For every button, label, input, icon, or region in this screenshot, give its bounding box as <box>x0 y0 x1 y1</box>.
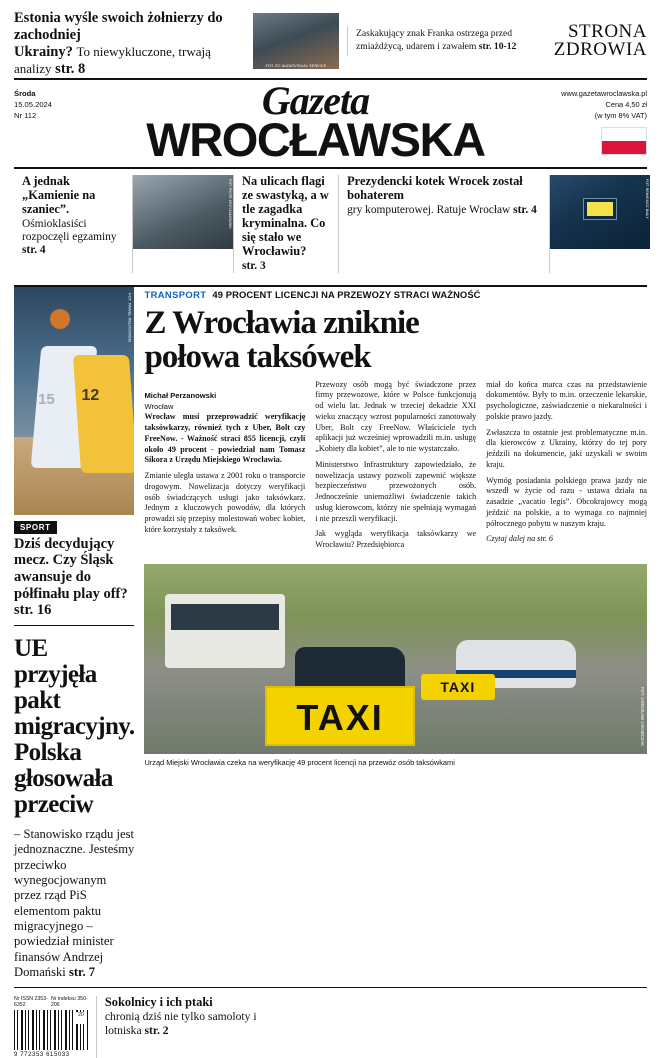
article-paragraph: Zmianie uległa ustawa z 2001 roku o transporcie drogowym. Nowelizacja dotyczy weryfikacji osób świadczących usługi jako taksówkarz. Jednym z kluczowych powodów, dla których prowadzi się przepisy molestowań wobec kobiet, które korzystały z taksówek. <box>144 471 306 534</box>
vat-label: (w tym 8% VAT) <box>594 111 647 121</box>
footer <box>14 996 647 1058</box>
masthead-issue-info <box>14 86 102 121</box>
sport-headline-text: Dziś decydujący mecz. Czy Śląsk awansuje do półfinału play off? <box>14 535 128 602</box>
photo-credit: FOT. PIOTR KRZYŻANOWSKI <box>228 179 233 229</box>
divider-footer <box>14 987 647 988</box>
section-logo-line2: ZDROWIA <box>553 39 647 60</box>
ue-article-headline[interactable]: UE przyjęła pakt migracyjny. Polska głosowała przeciw <box>14 634 135 818</box>
player-away <box>72 355 134 473</box>
promo-item-kotek[interactable] <box>338 175 549 272</box>
divider-left-1 <box>14 625 134 626</box>
barcode-week-number: 20 <box>76 1012 86 1024</box>
article-column-2 <box>315 380 476 556</box>
footer-brief[interactable] <box>96 996 260 1058</box>
barcode-block <box>14 996 88 1058</box>
lead-headline[interactable] <box>144 306 647 374</box>
promo-photo-kamienie <box>132 175 233 272</box>
top-strip-headline <box>14 10 239 78</box>
byline <box>144 390 305 413</box>
polish-flag-icon <box>601 127 647 155</box>
photo-credit: FOT. EC AUDIOVISUAL SERVICE <box>265 64 327 68</box>
promo-text-wrap <box>242 260 330 273</box>
article-paragraph: Zwłaszcza to ostatnie jest problematyczne m.in. dla kierowców z Ukrainy, którzy do tej pory jeździli na dokumencie, jaki uzyskali w swoim kraju. <box>486 427 647 469</box>
top-strip <box>14 10 647 78</box>
basketball-icon <box>50 309 70 329</box>
promo-item-kamienie[interactable] <box>14 175 132 272</box>
health-teaser-page-ref: str. 10-12 <box>478 41 517 52</box>
footer-left <box>14 996 260 1058</box>
price-label: Cena 4,50 zł <box>605 100 647 110</box>
photo-credit: FOT. PAWEŁ RELIKOWSKI <box>127 292 133 342</box>
barcode-meta <box>14 996 88 1008</box>
issue-date: 15.05.2024 <box>14 100 53 109</box>
health-teaser-text: Zaskakujący znak Franka ostrzega przed zmiażdżycą, udarem i zawałem <box>356 28 513 52</box>
promo-text-wrap <box>347 204 541 217</box>
footer-brief-page-ref: str. 2 <box>144 1023 169 1037</box>
footer-brief-headline: Sokolnicy i ich ptaki <box>104 994 213 1009</box>
masthead-title <box>102 78 529 166</box>
issn-label: Nr ISSN 2353-6352 <box>14 995 48 1008</box>
promo-text: gry komputerowej. Ratuje Wrocław <box>347 204 511 217</box>
footer-brief-text-wrap <box>105 1010 260 1036</box>
promo-photo-kotek <box>549 175 647 272</box>
lead-kicker <box>144 287 647 300</box>
article-paragraph: Ministerstwo Infrastruktury zapowiedziało, że nowelizacja ustawy pozwoli zapewnić większe bezpieczeństwo przewożonych osób. Jednocześnie uniemożliwi świadczenie takich usług kierowcom, którzy nie spełniają wymagań i nie przeszli weryfikacji. <box>315 459 477 523</box>
masthead <box>14 78 647 166</box>
taxi-roof-sign: TAXI <box>421 674 495 700</box>
newspaper-front-page <box>0 10 661 1058</box>
kicker-text: 49 PROCENT LICENCJI NA PRZEWOZY STRACI WAŻNOŚĆ <box>212 288 481 300</box>
ue-article-body <box>14 827 134 981</box>
website-link[interactable]: www.gazetawroclawska.pl <box>561 89 647 98</box>
article-paragraph: Przewozy osób mogą być świadczone przez firmy przewozowe, które w Polsce funkcjonują od wielu lat. Jednak w trzeciej dekadzie XXI wieku znaczący wzrost popularności zanotowały Uber, Bolt czy FreeNow. Właściciele tych aplikacji już wcześniej wprowadzili m.in. usługę „Kobiety dla kobiet”, ale to nie wystarczało. <box>315 379 477 454</box>
lead-article-columns <box>144 380 647 556</box>
promo-item-flagi[interactable] <box>233 175 338 272</box>
masthead-title-wroclawska: WROCŁAWSKA <box>146 113 485 166</box>
main-content <box>14 287 647 981</box>
byline-author: Michał Perzanowski <box>144 390 217 400</box>
top-strip-subtext: To niewykluczone, trwają analizy <box>14 44 211 77</box>
ue-article-text: – Stanowisko rządu jest jednoznaczne. Jesteśmy przeciwko wynegocjowanym przez rząd PiS elementom paktu migracyjnego – powiedział minister finansów Andrzej Domański <box>14 826 135 980</box>
lead-headline-line1: Z Wrocławia zniknie <box>144 304 419 341</box>
section-logo-line1: STRONA <box>567 20 647 42</box>
kicker-tag-transport[interactable]: TRANSPORT <box>144 288 207 300</box>
jersey-number-away: 12 <box>81 386 100 404</box>
promo-text-wrap <box>22 218 124 257</box>
article-paragraph: miał do końca marca czas na przedstawienie dokumentów. Były to m.in. orzeczenie lekarskie, psychologiczne, zaświadczenie o niekaralności i polskie prawo jazdy. <box>486 379 647 421</box>
section-logo-strona-zdrowia <box>537 20 647 60</box>
byline-place: Wrocław <box>144 401 174 411</box>
promo-image <box>133 175 233 249</box>
top-strip-headline-line1: Estonia wyśle swoich żołnierzy do zachodniej <box>14 10 223 44</box>
photo-credit: FOT. REMIGIUSZ BIAŁY <box>645 179 649 220</box>
barcode-digits: 9 772353 615033 <box>14 1051 70 1058</box>
jersey-number-home: 15 <box>38 391 55 409</box>
barcode-icon <box>14 1010 88 1050</box>
ue-article-page-ref: str. 7 <box>68 965 96 980</box>
promo-headline: A jednak „Kamienie na szaniec”. <box>22 174 96 217</box>
top-strip-photo <box>253 13 339 69</box>
sport-photo <box>14 287 134 515</box>
article-column-1 <box>144 380 305 556</box>
article-paragraph: Jak wygląda weryfikacja taksówkarzy we Wrocławiu? Przedsiębiorca <box>315 529 477 550</box>
top-strip-health-teaser[interactable] <box>347 26 529 56</box>
top-strip-lead[interactable] <box>14 10 245 78</box>
sport-page-ref: str. 16 <box>14 602 52 619</box>
top-strip-page-ref: str. 8 <box>55 61 86 78</box>
taxi-photo <box>144 564 647 754</box>
promo-page-ref: str. 3 <box>242 259 266 272</box>
taxi-sign-large: TAXI <box>265 686 415 746</box>
masthead-meta <box>529 86 647 155</box>
promo-text: Ośmioklasiści rozpoczęli egzaminy <box>22 217 117 243</box>
bus-shape <box>165 594 285 668</box>
promo-page-ref: str. 4 <box>22 243 46 256</box>
sport-headline[interactable] <box>14 536 134 619</box>
promo-image <box>550 175 650 249</box>
footer-brief-text: chronią dziś nie tylko samoloty i lotniska <box>104 1010 257 1037</box>
photo-caption: Urząd Miejski Wrocławia czeka na weryfikację 49 procent licencji na przewóz osób taksówkami <box>144 757 455 767</box>
top-strip-headline-line2: Ukrainy? <box>14 44 73 61</box>
masthead-title-gazeta: Gazeta <box>261 78 370 123</box>
left-column <box>14 287 134 981</box>
computer-screen-icon <box>583 198 617 220</box>
photo-credit: FOT. JAROSŁAW JAKUBCZAK <box>640 686 645 746</box>
article-paragraph: Wymóg posiadania polskiego prawa jazdy nie wszedł w życie od razu - ustawa działa na zasadzie „vacatio legis”. Obcokrajowcy mogą jeździć na polskie, a to wymaga co najmniej półrocznego pobytu w naszym kraju. <box>486 475 647 528</box>
article-column-3 <box>486 380 647 556</box>
lead-headline-line2: połowa taksówek <box>144 338 371 375</box>
article-paragraph-lead: Wrocław musi przeprowadzić weryfikację taksówkarzy, również tych z Uber, Bolt czy FreeNow. - Ważność straci 855 licencji, czyli około 49 procent - powiedział nam Tomasz Sikora z Urzędu Miejskiego Wrocławia. <box>144 412 306 465</box>
promo-row <box>14 169 647 278</box>
section-tag-sport[interactable]: SPORT <box>14 521 57 534</box>
promo-headline: Na ulicach flagi ze swastyką, a w tle zagadka kryminalna. Co się stało we Wrocławiu? <box>242 174 329 258</box>
article-continue-link[interactable]: Czytaj dalej na str. 6 <box>486 534 553 544</box>
issue-day: Środa <box>14 89 36 98</box>
promo-headline: Prezydencki kotek Wrocek został bohaterem <box>347 174 523 203</box>
index-label: Nr indeksu 350-206 <box>50 995 88 1008</box>
promo-page-ref: str. 4 <box>513 204 537 217</box>
issue-number: Nr 112 <box>14 111 37 120</box>
right-column <box>144 287 647 981</box>
